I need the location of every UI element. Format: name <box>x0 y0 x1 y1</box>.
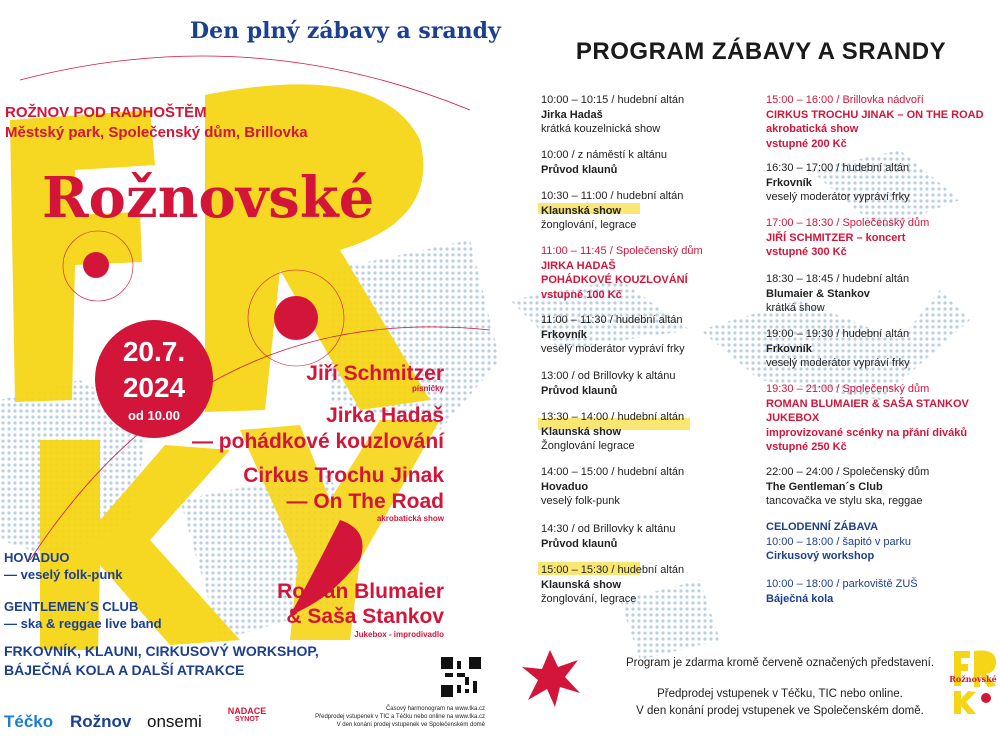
entry-name: JIRKA HADAŠ <box>541 259 616 272</box>
footer-onsite: V den konání prodej vstupenek ve Společenském domě. <box>636 705 924 717</box>
entry-time: 13:30 – 14:00 / hudební altán <box>541 411 685 423</box>
attractions-line: BÁJEČNÁ KOLA A DALŠÍ ATRAKCE <box>4 662 245 678</box>
entry-time: 22:00 – 24:00 / Společenský dům <box>766 466 930 478</box>
program-entry-allday <box>766 577 918 606</box>
entry-price: vstupné 300 Kč <box>766 246 847 258</box>
entry-desc: veselý moderátor vypráví frky <box>541 343 685 355</box>
program-title: PROGRAM ZÁBAVY A SRANDY <box>575 38 947 65</box>
entry-time: 15:00 – 15:30 / hudební altán <box>541 564 685 576</box>
entry-name: ROMAN BLUMAIER & SAŠA STANKOV <box>766 397 969 410</box>
entry-desc: žonglování, legrace <box>541 593 637 605</box>
entry-name: POHÁDKOVÉ KOUZLOVÁNÍ <box>541 274 688 286</box>
side-act-name: HOVADUO <box>4 550 70 565</box>
program-entry <box>541 369 676 398</box>
entry-name: Blumaier & Stankov <box>766 287 870 300</box>
date-time: od 10.00 <box>127 408 181 423</box>
entry-name: Hovaduo <box>541 480 589 493</box>
corner-logo <box>946 646 1000 716</box>
entry-name: Klaunská show <box>541 578 622 591</box>
entry-name: Průvod klaunů <box>541 537 618 550</box>
entry-desc: improvizované scénky na přání diváků <box>766 426 968 439</box>
entry-name: Klaunská show <box>541 425 622 438</box>
date-day: 20.7. <box>122 336 186 367</box>
entry-time: 10:30 – 11:00 / hudební altán <box>541 190 684 202</box>
entry-name: CIRKUS TROCHU JINAK – ON THE ROAD <box>766 108 984 121</box>
program-entry-paid <box>766 382 969 455</box>
ticket-info-small <box>300 705 485 729</box>
side-act-name: GENTLEMEN´S CLUB <box>4 599 139 614</box>
entry-time: 19:00 – 19:30 / hudební altán <box>766 328 910 340</box>
entry-time: 13:00 / od Brillovky k altánu <box>541 370 676 382</box>
tagline: Den plný zábavy a srandy <box>190 18 501 44</box>
performer-hadas-sub: — pohádkové kouzlování <box>191 430 444 453</box>
entry-price: vstupné 250 Kč <box>766 441 847 453</box>
entry-price: vstupné 200 Kč <box>766 137 847 150</box>
entry-desc: tancovačka ve stylu ska, reggae <box>766 495 923 507</box>
date-year: 2024 <box>122 372 186 403</box>
entry-desc: veselý moderátor vypráví frky <box>766 191 910 203</box>
entry-time: 17:00 – 18:30 / Společenský dům <box>766 217 930 229</box>
entry-name: Frkovník <box>766 342 812 355</box>
location-city: ROŽNOV POD RADHOŠTĚM <box>5 104 207 121</box>
entry-time: 14:00 – 15:00 / hudební altán <box>541 466 685 478</box>
program-entry <box>541 410 684 454</box>
entry-name: Cirkusový workshop <box>766 550 875 562</box>
entry-name: The Gentleman´s Club <box>766 480 883 493</box>
red-dot <box>274 296 318 340</box>
performer-blumaier-sub: & Saša Stankov <box>286 605 444 628</box>
logo-roznov: Rožnov <box>70 712 132 731</box>
entry-name: Průvod klaunů <box>541 163 618 176</box>
entry-desc: veselý moderátor vypráví frky <box>766 357 910 369</box>
entry-time: 11:00 – 11:30 / hudební altán <box>541 314 683 326</box>
performer-cirkus: Cirkus Trochu Jinak <box>243 464 444 487</box>
entry-time: 10:00 – 10:15 / hudební altán <box>541 94 685 106</box>
program-entry-paid <box>766 216 929 260</box>
allday-heading: CELODENNÍ ZÁBAVA <box>766 521 879 533</box>
entry-time: 18:30 – 18:45 / hudební altán <box>766 273 910 285</box>
red-dot <box>83 252 109 278</box>
logo-onsemi: onsemi <box>147 712 202 731</box>
program-entry <box>766 272 909 316</box>
performer-blumaier-desc: Jukebox - improdivadlo <box>354 630 444 639</box>
entry-name: JUKEBOX <box>766 412 820 424</box>
side-act-gentlemen <box>4 598 162 632</box>
entry-name: Báječná kola <box>766 592 834 605</box>
entry-name: Klaunská show <box>541 204 622 217</box>
logo-synot-text: SYNOT <box>234 716 260 723</box>
attractions <box>4 642 319 680</box>
entry-desc: krátká kouzelnická show <box>541 123 661 135</box>
program-entry <box>541 148 667 177</box>
program-entry <box>766 465 929 509</box>
entry-time: 19:30 – 21:00 / Společenský dům <box>766 383 930 395</box>
logo-tecko: Téčko <box>4 712 54 731</box>
entry-time: 10:00 – 18:00 / parkoviště ZUŠ <box>766 578 918 590</box>
date-badge <box>95 320 213 438</box>
program-entry <box>541 313 685 357</box>
logo-nadace-text: NADACE <box>227 706 267 716</box>
program-entry <box>541 93 684 137</box>
entry-time: 14:30 / od Brillovky k altánu <box>541 523 676 535</box>
location-venues: Městský park, Společenský dům, Brillovka <box>5 124 308 141</box>
ticket-info-line: V den konání prodej vstupenek ve Společenském domě <box>336 722 485 728</box>
entry-desc: žonglování, legrace <box>541 219 637 231</box>
program-entry <box>766 327 910 371</box>
location <box>5 103 308 143</box>
attractions-line: FRKOVNÍK, KLAUNI, CIRKUSOVÝ WORKSHOP, <box>4 643 319 659</box>
entry-name: JIŘÍ SCHMITZER – koncert <box>766 231 906 244</box>
entry-desc: akrobatická show <box>766 123 859 135</box>
performer-cirkus-desc: akrobatická show <box>376 514 444 523</box>
entry-name: Frkovník <box>766 176 812 189</box>
qr-code[interactable] <box>441 657 481 697</box>
side-act-desc: — veselý folk-punk <box>4 567 123 582</box>
ticket-info-line: Předprodej vstupenek v TIC a Téčku nebo online na www.tka.cz <box>315 714 485 720</box>
logo-nadace <box>222 706 272 723</box>
performer-schmitzer-sub: písničky <box>411 384 444 393</box>
festival-title: Rožnovské <box>42 165 375 231</box>
program-entry-paid <box>766 93 984 151</box>
entry-desc: veselý folk-punk <box>541 495 620 507</box>
entry-desc: Žonglování legrace <box>541 440 635 452</box>
entry-price: vstupné 100 Kč <box>541 288 622 301</box>
ticket-info-line: Časový harmonogram na www.tka.cz <box>385 706 485 712</box>
entry-time: 11:00 – 11:45 / Společenský dům <box>541 245 703 257</box>
program-entry <box>541 522 676 551</box>
program-entry <box>541 563 684 607</box>
footer-presale: Předprodej vstupenek v Téčku, TIC nebo online. <box>657 688 903 700</box>
side-act-desc: — ska & reggae live band <box>4 616 162 631</box>
footer-free-note: Program je zdarma kromě červeně označených představení. <box>625 657 935 669</box>
performer-hadas: Jirka Hadaš <box>326 404 444 427</box>
entry-name: Jirka Hadaš <box>541 108 603 121</box>
corner-logo-text: Rožnovské <box>949 674 997 684</box>
performer-blumaier: Roman Blumaier <box>277 580 444 603</box>
entry-time: 16:30 – 17:00 / hudební altán <box>766 162 910 174</box>
program-entry <box>541 189 683 233</box>
entry-time: 10:00 / z náměstí k altánu <box>541 149 667 161</box>
entry-desc: krátká show <box>766 302 825 314</box>
side-act-hovaduo <box>4 549 122 583</box>
program-entry <box>541 465 684 509</box>
program-entry-allday <box>766 520 911 564</box>
entry-time: 15:00 – 16:00 / Brillovka nádvoří <box>766 94 924 106</box>
program-entry <box>766 161 910 205</box>
entry-name: Frkovník <box>541 328 587 341</box>
performer-cirkus-sub: — On The Road <box>286 490 444 513</box>
program-entry-paid <box>541 244 703 302</box>
entry-time: 10:00 – 18:00 / šapitó v parku <box>766 535 911 548</box>
entry-name: Průvod klaunů <box>541 384 618 397</box>
performer-schmitzer: Jiří Schmitzer <box>306 362 444 385</box>
